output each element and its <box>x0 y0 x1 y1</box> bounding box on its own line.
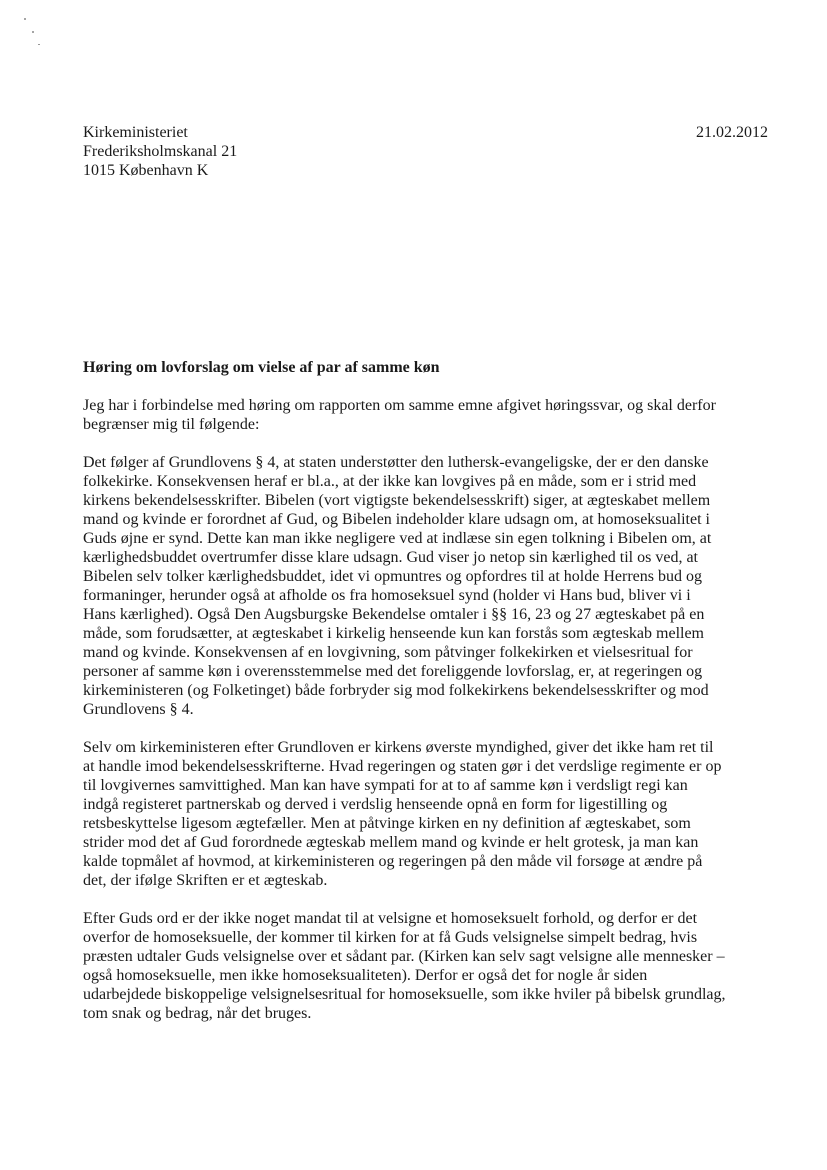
paragraph-line: præsten udtaler Guds velsignelse over et sådant par. (Kirken kan selv sagt velsigne alle mennesker – <box>83 948 725 965</box>
paragraph-line: indgå registeret partnerskab og derved i verdslig henseende opnå en form for ligestilling og <box>83 796 668 813</box>
sender-line: Kirkeministeriet <box>83 124 188 141</box>
paragraph-line: at handle imod bekendelsesskrifterne. Hvad regeringen og staten gør i det verdslige regimente er op <box>83 758 722 775</box>
paragraph-line: Guds øjne er synd. Dette kan man ikke negligere ved at indlæse sin egen tolkning i Bibelen om, at <box>83 530 712 547</box>
paragraph-line: mand og kvinde er forordnet af Gud, og Bibelen indeholder klare udsagn om, at homoseksualitet i <box>83 511 710 528</box>
letter <box>83 123 773 1042</box>
paragraph-line: retsbeskyttelse ligesom ægtefæller. Men at påtvinge kirken en ny definition af ægteskabet, som <box>83 815 691 832</box>
paragraph-line: formaninger, herunder også at afholde os fra homoseksuel synd (holder vi Hans bud, bliver vi i <box>83 587 691 604</box>
paragraph-line: Efter Guds ord er der ikke noget mandat til at velsigne et homoseksuelt forhold, og derfor er det <box>83 910 698 927</box>
paragraph-line: Jeg har i forbindelse med høring om rapporten om samme emne afgivet høringssvar, og skal derfor <box>83 397 716 414</box>
paragraph-line: tom snak og bedrag, når det bruges. <box>83 1005 312 1022</box>
paragraph-line: kalde topmålet af hovmod, at kirkeministeren og regeringen på den måde vil forsøge at ændre på <box>83 853 703 870</box>
body-paragraph <box>83 738 773 890</box>
paragraph-line: Selv om kirkeministeren efter Grundloven er kirkens øverste myndighed, giver det ikke ham ret til <box>83 739 714 756</box>
scan-marks <box>20 16 44 56</box>
body-paragraph <box>83 396 773 434</box>
paragraph-line: overfor de homoseksuelle, der kommer til kirken for at få Guds velsignelse simpelt bedrag, hvis <box>83 929 698 946</box>
paragraph-line: personer af samme køn i overensstemmelse med det foreliggende lovforslag, er, at regeringen og <box>83 663 703 680</box>
paragraph-line: mand og kvinde. Konsekvensen af en lovgivning, som påtvinger folkekirken et vielsesritual for <box>83 644 693 661</box>
paragraph-line: Grundlovens § 4. <box>83 701 194 718</box>
body-paragraph <box>83 909 773 1023</box>
paragraph-line: det, der ifølge Skriften er et ægteskab. <box>83 872 328 889</box>
paragraph-line: kirkeministeren (og Folketinget) både forbryder sig mod folkekirkens bekendelsesskrifter og mod <box>83 682 709 699</box>
letter-date: 21.02.2012 <box>696 124 768 141</box>
paragraph-line: kærlighedsbuddet overtrumfer disse klare udsagn. Gud viser jo netop sin kærlighed til os ved, at <box>83 549 698 566</box>
paragraph-line: strider mod det af Gud forordnede ægteskab mellem mand og kvinde er helt grotesk, ja man kan <box>83 834 699 851</box>
paragraph-line: folkekirke. Konsekvensen heraf er bl.a., at der ikke kan lovgives på en måde, som er i strid med <box>83 473 697 490</box>
sender-address <box>83 123 237 180</box>
body-paragraph <box>83 453 773 719</box>
paragraph-line: til lovgivernes samvittighed. Man kan have sympati for at to af samme køn i verdsligt regi kan <box>83 777 688 794</box>
letter-header <box>83 123 773 180</box>
paragraph-line: kirkens bekendelsesskrifter. Bibelen (vort vigtigste bekendelsesskrift) siger, at ægteskabet mellem <box>83 492 711 509</box>
letter-body <box>83 396 773 1023</box>
paragraph-line: Bibelen selv tolker kærlighedsbuddet, idet vi opmuntres og opfordres til at holde Herrens bud og <box>83 568 702 585</box>
paragraph-line: udarbejdede biskoppelige velsignelsesritual for homoseksuelle, som ikke hviler på bibelsk grundlag, <box>83 986 726 1003</box>
subject-heading: Høring om lovforslag om vielse af par af samme køn <box>83 359 440 376</box>
paragraph-line: måde, som forudsætter, at ægteskabet i kirkelig henseende kun kan forstås som ægteskab mellem <box>83 625 704 642</box>
paragraph-line: Det følger af Grundlovens § 4, at staten understøtter den luthersk-evangeligske, der er den danske <box>83 454 709 471</box>
paragraph-line: Hans kærlighed). Også Den Augsburgske Bekendelse omtaler i §§ 16, 23 og 27 ægteskabet på en <box>83 606 705 623</box>
paragraph-line: begrænser mig til følgende: <box>83 416 260 433</box>
sender-line: 1015 København K <box>83 162 209 179</box>
paragraph-line: også homoseksuelle, men ikke homoseksualiteten). Derfor er også det for nogle år siden <box>83 967 648 984</box>
sender-line: Frederiksholmskanal 21 <box>83 143 238 160</box>
